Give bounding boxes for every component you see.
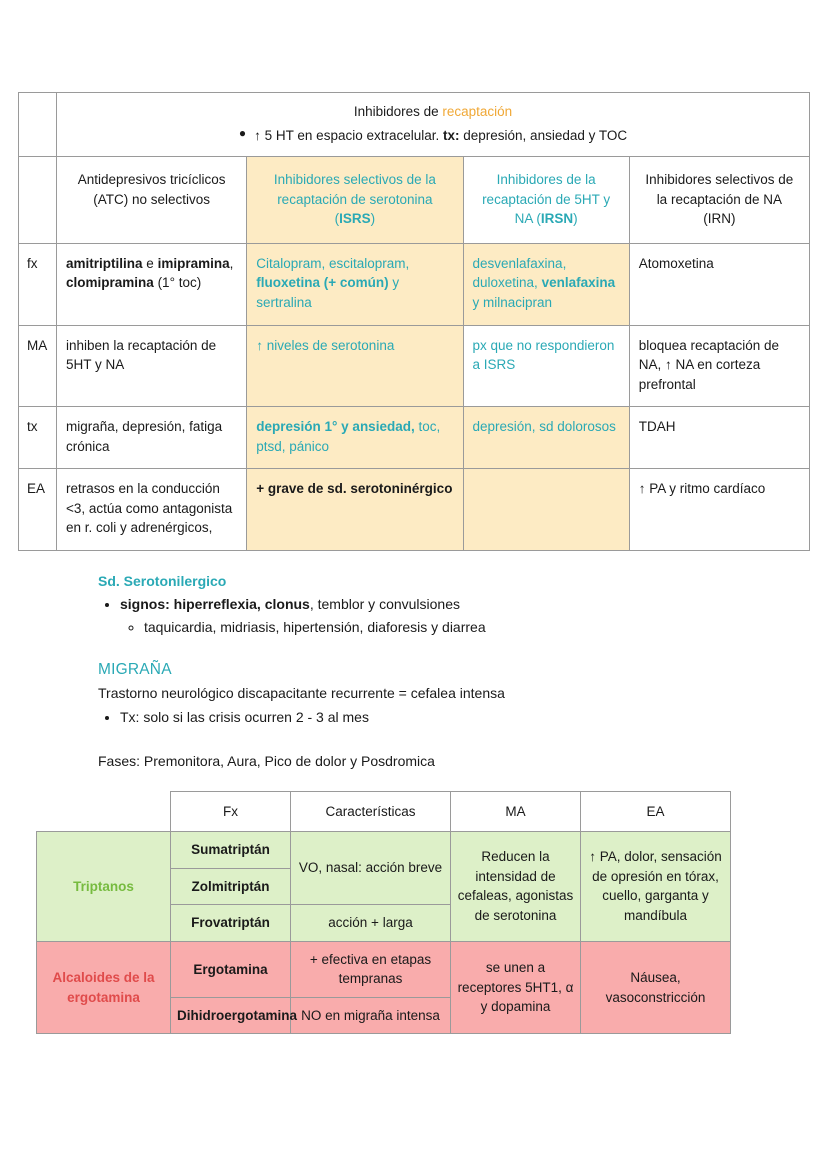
- row-label-tx: tx: [19, 407, 57, 469]
- cell-ea-irsn: [463, 469, 629, 551]
- header-caracteristicas: Características: [291, 791, 451, 832]
- row-label-fx: fx: [19, 243, 57, 325]
- list-item: [120, 593, 810, 639]
- cell-fx-irn: Atomoxetina: [629, 243, 809, 325]
- cell-fx-atc: amitriptilina e imipramina, clomipramina (1° toc): [57, 243, 247, 325]
- migraine-list: [98, 706, 810, 728]
- column-header-irsn: Inhibidores de la recaptación de 5HT y NA (IRSN): [463, 157, 629, 244]
- table-subtitle: ↑ 5 HT en espacio extracelular. tx: depresión, ansiedad y TOC: [254, 127, 628, 143]
- drug-sumatriptan: Sumatriptán: [171, 832, 291, 869]
- ma-triptanos: Reducen la intensidad de cefaleas, agonistas de serotonina: [451, 832, 581, 942]
- row-label-ea: EA: [19, 469, 57, 551]
- list-item: • Tx: solo si las crisis ocurren 2 - 3 al mes: [120, 706, 810, 728]
- cell-ma-irsn: px que no respondieron a ISRS: [463, 325, 629, 407]
- cell-ea-atc: retrasos en la conducción <3, actúa como antagonista en r. coli y adrenérgicos,: [57, 469, 247, 551]
- cell-tx-isrs: depresión 1° y ansiedad, toc, ptsd, pánico: [247, 407, 463, 469]
- cell-ea-irn: ↑ PA y ritmo cardíaco: [629, 469, 809, 551]
- drug-ergotamina: Ergotamina: [171, 941, 291, 997]
- cell-ma-irn: bloquea recaptación de NA, ↑ NA en corteza prefrontal: [629, 325, 809, 407]
- table-row-headers: [19, 157, 810, 244]
- bullet-icon: ●: [238, 125, 247, 140]
- cell-ma-atc: inhiben la recaptación de 5HT y NA: [57, 325, 247, 407]
- header-blank-cell: [37, 791, 171, 832]
- migraine-phases: Fases: Premonitora, Aura, Pico de dolor y Posdromica: [98, 752, 435, 769]
- corner-cell: [19, 93, 57, 157]
- drug-frovatriptan: Frovatriptán: [171, 905, 291, 942]
- serotonin-syndrome-section: [18, 573, 810, 639]
- caracteristicas-triptanos-1: VO, nasal: acción breve: [291, 832, 451, 905]
- cell-ma-isrs: ↑ niveles de serotonina: [247, 325, 463, 407]
- migraine-title: MIGRAÑA: [98, 660, 172, 678]
- migraine-drugs-table: [36, 791, 731, 1035]
- caracteristicas-ergot-2: NO en migraña intensa: [291, 997, 451, 1034]
- cell-fx-isrs: Citalopram, escitalopram, fluoxetina (+ común) y sertralina: [247, 243, 463, 325]
- column-header-atc: Antidepresivos tricíclicos (ATC) no selectivos: [57, 157, 247, 244]
- antidepressants-table: [18, 92, 810, 551]
- group-label-ergotamina: Alcaloides de la ergotamina: [37, 941, 171, 1034]
- table-row-ma: [19, 325, 810, 407]
- cell-tx-atc: migraña, depresión, fatiga crónica: [57, 407, 247, 469]
- column-header-irn: Inhibidores selectivos de la recaptación de NA (IRN): [629, 157, 809, 244]
- list-item: ◦ taquicardia, midriasis, hipertensión, diaforesis y diarrea: [144, 616, 810, 638]
- title-prefix: Inhibidores de: [353, 104, 443, 119]
- serotonin-syndrome-title: Sd. Serotonilergico: [98, 573, 227, 589]
- ea-ergotamina: Náusea, vasoconstricción: [581, 941, 731, 1034]
- table-row-ea: [19, 469, 810, 551]
- header-fx: Fx: [171, 791, 291, 832]
- header-ea: EA: [581, 791, 731, 832]
- caracteristicas-ergot-1: + efectiva en etapas tempranas: [291, 941, 451, 997]
- migraine-definition: Trastorno neurológico discapacitante recurrente = cefalea intensa: [98, 684, 505, 701]
- ea-triptanos: ↑ PA, dolor, sensación de opresión en tórax, cuello, garganta y mandíbula: [581, 832, 731, 942]
- signs-rest: , temblor y convulsiones: [309, 596, 461, 612]
- table-row-tx: [19, 407, 810, 469]
- drug-dihidroergotamina: Dihidroergotamina: [171, 997, 291, 1034]
- drug-zolmitriptan: Zolmitriptán: [171, 868, 291, 905]
- row-label-ma: MA: [19, 325, 57, 407]
- table-row: [37, 941, 731, 997]
- table-row-fx: [19, 243, 810, 325]
- table-row: [37, 832, 731, 869]
- column-header-isrs: Inhibidores selectivos de la recaptación de serotonina (ISRS): [247, 157, 463, 244]
- header-ma: MA: [451, 791, 581, 832]
- table-row-headers: [37, 791, 731, 832]
- caracteristicas-triptanos-2: acción + larga: [291, 905, 451, 942]
- migraine-section: [18, 661, 810, 773]
- cell-tx-irn: TDAH: [629, 407, 809, 469]
- table-title-cell: [57, 93, 810, 157]
- table-row-title: [19, 93, 810, 157]
- cell-fx-irsn: desvenlafaxina, duloxetina, venlafaxina y milnacipran: [463, 243, 629, 325]
- group-label-triptanos: Triptanos: [37, 832, 171, 942]
- header-blank-cell: [19, 157, 57, 244]
- signs-label: signos: hiperreflexia, clonus: [120, 596, 310, 612]
- title-highlight: recaptación: [442, 104, 513, 119]
- serotonin-sublist: [120, 616, 810, 638]
- cell-ea-isrs: + grave de sd. serotoninérgico: [247, 469, 463, 551]
- ma-ergotamina: se unen a receptores 5HT1, α y dopamina: [451, 941, 581, 1034]
- cell-tx-irsn: depresión, sd dolorosos: [463, 407, 629, 469]
- serotonin-syndrome-list: [98, 593, 810, 639]
